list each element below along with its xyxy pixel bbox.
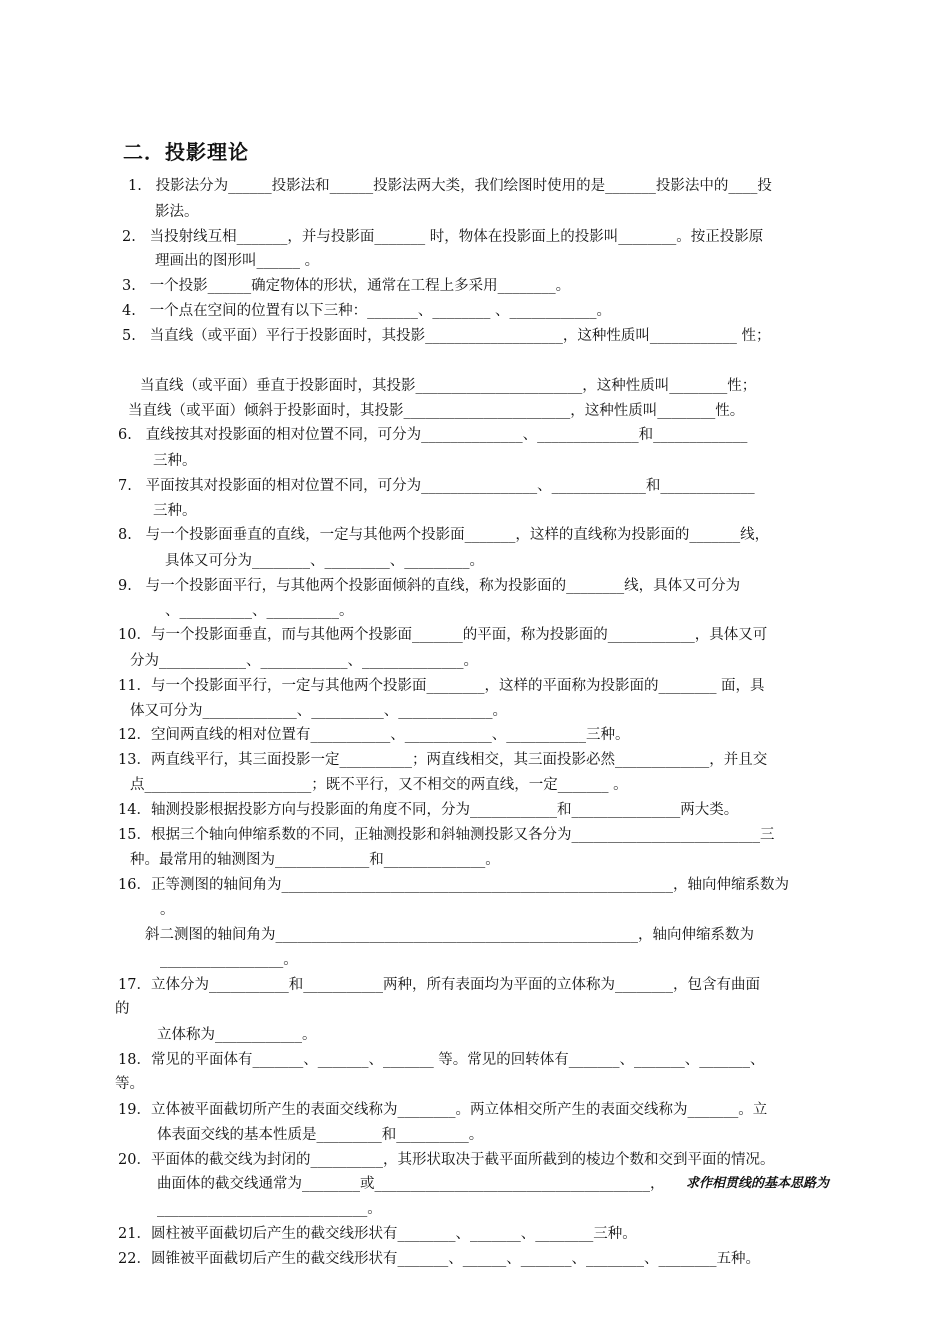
q18-line-2: 等。: [115, 1076, 144, 1092]
q14-line: 14．轴测投影根据投影方向与投影面的角度不同，分为____________和_______________两大类。: [118, 802, 739, 818]
q17-line-2: 的: [115, 1001, 130, 1017]
q5-line-2: 当直线（或平面）垂直于投影面时，其投影_______________________，这种性质叫________性；: [140, 378, 757, 394]
q22-line: 22．圆锥被平面截切后产生的截交线形状有_______、______、_______、________、________五种。: [118, 1251, 760, 1267]
q21-line: 21．圆柱被平面截切后产生的截交线形状有________、_______、________三种。: [118, 1226, 637, 1242]
q4-line: 4. 一个点在空间的位置有以下三种：_______、________ 、____________。: [122, 303, 612, 319]
q16-line-3: 斜二测图的轴间角为__________________________________________________，轴向伸缩系数为: [145, 927, 754, 943]
q1-line-1: 1. 投影法分为______投影法和______投影法两大类，我们绘图时使用的是_______投影法中的____投: [128, 178, 772, 194]
q7-line-2: 三种。: [153, 503, 197, 519]
q16-line-2: 。: [160, 902, 175, 918]
q13-line-1: 13．两直线平行，其三面投影一定__________；两直线相交，其三面投影必然_____________，并且交: [118, 752, 768, 768]
q20-line-3: _____________________________。: [157, 1201, 382, 1217]
q19-line-1: 19．立体被平面截切所产生的表面交线称为________。两立体相交所产生的表面交线称为_______。立: [118, 1102, 768, 1118]
q10-line-2: 分为____________、____________、______________。: [130, 653, 478, 669]
q13-line-2: 点_______________________；既不平行，又不相交的两直线，一定_______ 。: [130, 777, 628, 793]
q5-line-3: 当直线（或平面）倾斜于投影面时，其投影_______________________，这种性质叫________性。: [128, 403, 745, 419]
q17-line-3: 立体称为____________。: [157, 1027, 317, 1043]
q6-line-2: 三种。: [153, 453, 197, 469]
q12-line: 12．空间两直线的相对位置有___________、____________、___________三种。: [118, 727, 630, 743]
section-title: 二．投影理论: [123, 140, 249, 164]
q2-line-1: 2. 当投射线互相_______，并与投影面_______ 时，物体在投影面上的投影叫________。按正投影原: [122, 229, 764, 245]
q7-line-1: 7. 平面按其对投影面的相对位置不同，可分为________________、_____________和_____________: [118, 478, 755, 494]
q20-line-2: 曲面体的截交线通常为________或______________________________________，: [157, 1176, 665, 1192]
q20-handwritten-hint: 求作相贯线的基本思路为: [686, 1176, 830, 1191]
q16-line-1: 16．正等测图的轴间角为______________________________________________________，轴向伸缩系数为: [118, 877, 789, 893]
q3-line: 3. 一个投影______确定物体的形状，通常在工程上多采用________。: [122, 278, 571, 294]
q19-line-2: 体表面交线的基本性质是_________和__________。: [157, 1127, 484, 1143]
q18-line-1: 18．常见的平面体有_______、_______、_______ 等。常见的回转体有_______、_______、_______、: [118, 1052, 765, 1068]
q11-line-1: 11．与一个投影面平行，一定与其他两个投影面________，这样的平面称为投影面的________ 面，具: [118, 678, 765, 694]
q8-line-2: 具体又可分为________、_________、_________。: [165, 553, 484, 569]
q1-line-2: 影法。: [155, 204, 199, 220]
q15-line-1: 15．根据三个轴向伸缩系数的不同，正轴测投影和斜轴测投影又各分为__________________________三: [118, 827, 775, 843]
q8-line-1: 8. 与一个投影面垂直的直线，一定与其他两个投影面_______，这样的直线称为投影面的_______线，: [118, 527, 770, 543]
q6-line-1: 6. 直线按其对投影面的相对位置不同，可分为______________、______________和_____________: [118, 427, 748, 443]
q17-line-1: 17．立体分为___________和___________两种，所有表面均为平面的立体称为________，包含有曲面: [118, 977, 760, 993]
q16-line-4: _________________。: [160, 952, 298, 968]
q2-line-2: 理画出的图形叫______ 。: [155, 253, 320, 269]
q5-line-1: 5. 当直线（或平面）平行于投影面时，其投影___________________，这种性质叫____________ 性；: [122, 328, 771, 344]
q15-line-2: 种。最常用的轴测图为_____________和______________。: [130, 852, 500, 868]
q20-line-1: 20．平面体的截交线为封闭的__________，其形状取决于截平面所截到的棱边个数和交到平面的情况。: [118, 1152, 775, 1168]
q9-line-2: 、__________、__________。: [165, 603, 354, 619]
q11-line-2: 体又可分为_____________、__________、_____________。: [130, 703, 507, 719]
q9-line-1: 9. 与一个投影面平行，与其他两个投影面倾斜的直线，称为投影面的________线，具体又可分为: [118, 578, 741, 594]
q10-line-1: 10．与一个投影面垂直，而与其他两个投影面_______的平面，称为投影面的____________，具体又可: [118, 627, 768, 643]
